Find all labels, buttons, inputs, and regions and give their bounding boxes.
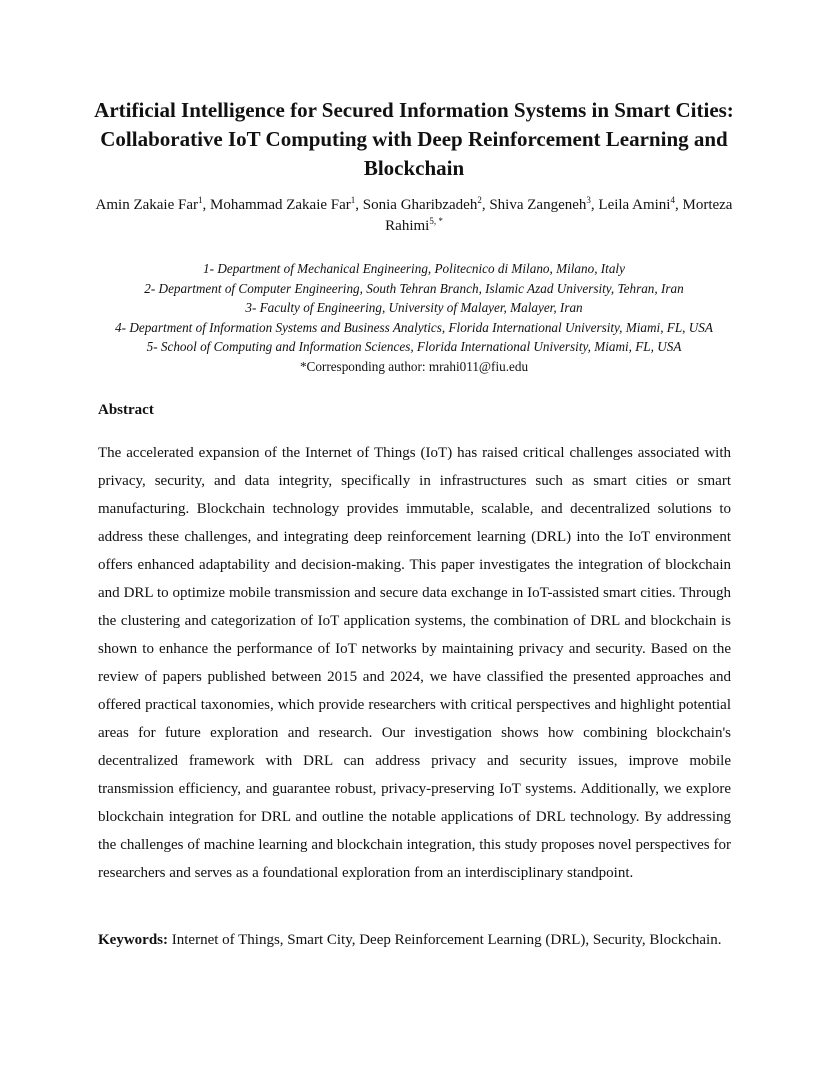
keywords-text: Internet of Things, Smart City, Deep Reinforcement Learning (DRL), Security, Blockchain. [171, 932, 722, 948]
author: Leila Amini$^4$, [598, 195, 683, 213]
abstract-text: The accelerated expansion of the Internet of Things (IoT) has raised critical challenges associated with privacy, security, and data integrity, specifically in infrastructures such as smart cities or smart manufacturing. Blockchain technology provides immutable, scalable, and decentralized solutions to address these challenges, and integrating deep reinforcement learning (DRL) into the IoT environment offers enhanced adaptability and decision-making. This paper investigates the integration of blockchain and DRL to optimize mobile transmission and secure data exchange in IoT-assisted smart cities. Through the clustering and categorization of IoT application systems, the combination of DRL and blockchain is shown to enhance the performance of IoT networks by maintaining privacy and security. Based on the review of papers published between 2015 and 2024, we have classified the presented approaches and offered practical taxonomies, which provide researchers with critical perspectives and highlight potential areas for future exploration and research. Our investigation shows how combining blockchain's decentralized framework with DRL can address privacy and security issues, improve mobile transmission efficiency, and guarantee robust, privacy-preserving IoT systems. Additionally, we explore blockchain integration for DRL and outline the notable applications of DRL technology. By addressing the challenges of machine learning and blockchain integration, this study proposes novel perspectives for researchers and serves as a foundational exploration from an interdisciplinary standpoint. [98, 445, 731, 881]
affiliation: 4- Department of Information Systems and Business Analytics, Florida International University, Miami, FL, USA [115, 319, 713, 335]
author: Morteza Rahimi$^{5, *}$ [385, 197, 733, 234]
abstract-heading: Abstract [98, 402, 154, 418]
author-list [90, 195, 738, 237]
paper-title: Artificial Intelligence for Secured Information Systems in Smart Cities: Collaborative IoT Computing with Deep Reinforcement Learning and Blockchain [94, 98, 734, 180]
corresponding-author: *Corresponding author: mrahi011@fiu.edu [299, 358, 529, 374]
affiliation: 2- Department of Computer Engineering, South Tehran Branch, Islamic Azad University, Tehran, Iran [144, 280, 684, 296]
affiliation: 3- Faculty of Engineering, University of Malayer, Malayer, Iran [245, 300, 583, 316]
author: Sonia Gharibzadeh$^2$, [362, 195, 490, 213]
author: Mohammad Zakaie Far$^1$, [210, 195, 363, 213]
affiliation: 1- Department of Mechanical Engineering, Politecnico di Milano, Milano, Italy [203, 261, 625, 276]
keywords-line [98, 926, 731, 954]
author: Shiva Zangeneh$^3$, [489, 195, 599, 213]
affiliation: 5- School of Computing and Information Sciences, Florida International University, Miami, FL, USA [146, 339, 682, 355]
author: Amin Zakaie Far$^1$, [95, 195, 210, 213]
keywords-label: Keywords: [98, 932, 168, 948]
affiliation-list [20, 259, 808, 377]
